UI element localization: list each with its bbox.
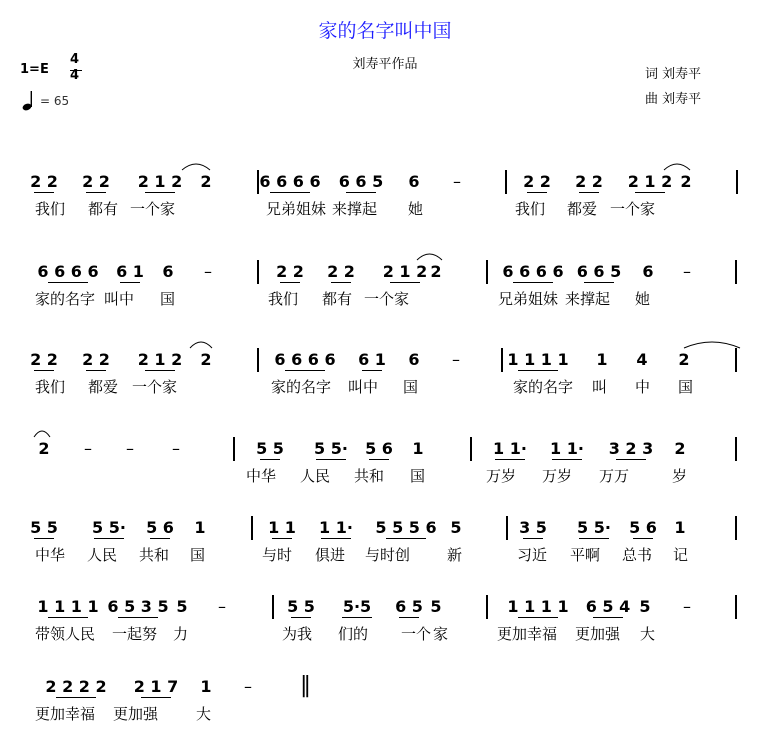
note-group: 5 5 bbox=[30, 518, 58, 537]
tie-arc bbox=[32, 425, 52, 439]
lyric-text: 家的名字 bbox=[513, 378, 574, 396]
note-group: 6 6 6 6 bbox=[37, 262, 99, 281]
beam-underline bbox=[593, 617, 623, 618]
tie-arc bbox=[682, 336, 742, 350]
sustain-dash: – bbox=[126, 439, 134, 458]
lyric-text: 家的名字 bbox=[35, 290, 96, 308]
beam-underline bbox=[635, 192, 665, 193]
note-group: 1 1· bbox=[550, 439, 584, 458]
beam-underline bbox=[141, 697, 171, 698]
bar-line bbox=[257, 348, 259, 372]
beam-underline bbox=[342, 617, 372, 618]
tie-arc bbox=[662, 158, 692, 172]
note-group: 6 5 4 bbox=[585, 597, 631, 616]
lyric-text: 一个家 bbox=[132, 378, 178, 396]
lyric-text: 更加幸福 bbox=[497, 625, 558, 643]
lyric-text: 岁 bbox=[672, 467, 688, 485]
note-group: 2 1 7 bbox=[133, 677, 179, 696]
beam-underline bbox=[552, 459, 582, 460]
song-title: 家的名字叫中国 bbox=[318, 20, 452, 42]
lyric-text: 与时 bbox=[262, 546, 293, 564]
beam-underline bbox=[118, 617, 158, 618]
note-group: 4 bbox=[636, 350, 648, 369]
note-group: 5 bbox=[450, 518, 462, 537]
lyric-text: 家的名字 bbox=[271, 378, 332, 396]
lyric-text: 都爱 bbox=[567, 200, 598, 218]
note-group: 2 2 bbox=[30, 350, 58, 369]
lyric-text: 都有 bbox=[322, 290, 353, 308]
note-group: 5 6 bbox=[146, 518, 174, 537]
note-group: 1 1 1 1 bbox=[507, 350, 569, 369]
note-group: 2 2 bbox=[575, 172, 603, 191]
lyric-text: 记 bbox=[673, 546, 689, 564]
note-group: 2 bbox=[38, 439, 50, 458]
lyric-text: 新 bbox=[447, 546, 463, 564]
beam-underline bbox=[390, 282, 420, 283]
lyric-text: 我们 bbox=[35, 200, 66, 218]
lyric-text: 国 bbox=[678, 378, 694, 396]
lyric-text: 一个 bbox=[401, 625, 432, 643]
note-group: 1 bbox=[200, 677, 212, 696]
sustain-dash: – bbox=[683, 262, 691, 281]
lyric-text: 平啊 bbox=[570, 546, 601, 564]
beam-underline bbox=[94, 538, 124, 539]
note-group: 5 bbox=[430, 597, 442, 616]
note-group: 5 5 bbox=[287, 597, 315, 616]
note-group: 6 bbox=[162, 262, 174, 281]
lyric-text: 一个家 bbox=[610, 200, 656, 218]
lyric-text: 一个家 bbox=[364, 290, 410, 308]
staff-line-3 bbox=[0, 350, 770, 402]
lyric-text: 更加强 bbox=[113, 705, 159, 723]
note-group: 5 5 bbox=[256, 439, 284, 458]
lyric-text: 万万 bbox=[599, 467, 630, 485]
note-group: 5 5 5 6 bbox=[375, 518, 437, 537]
beam-underline bbox=[523, 538, 543, 539]
lyric-text: 兄弟姐妹 bbox=[266, 200, 327, 218]
beam-underline bbox=[48, 282, 88, 283]
note-group: 2 2 bbox=[276, 262, 304, 281]
lyric-text: 叫中 bbox=[348, 378, 379, 396]
lyric-text: 中 bbox=[635, 378, 651, 396]
staff-line-4 bbox=[0, 439, 770, 491]
lyric-text: 更加强 bbox=[575, 625, 621, 643]
note-group: 2 bbox=[680, 172, 692, 191]
tie-arc bbox=[180, 158, 212, 172]
note-group: 2 1 2 bbox=[627, 172, 673, 191]
beam-underline bbox=[316, 459, 346, 460]
time-signature-bottom: 4 bbox=[70, 68, 80, 83]
note-group: 5 6 bbox=[629, 518, 657, 537]
tie-arc bbox=[188, 336, 214, 350]
lyric-text: 叫 bbox=[592, 378, 608, 396]
note-group: 6 bbox=[642, 262, 654, 281]
bar-line bbox=[735, 260, 737, 284]
beam-underline bbox=[321, 538, 351, 539]
lyric-text: 我们 bbox=[515, 200, 546, 218]
lyric-text: 中华 bbox=[35, 546, 66, 564]
note-group: 3 5 bbox=[519, 518, 547, 537]
staff-line-1 bbox=[0, 172, 770, 224]
beam-underline bbox=[579, 192, 599, 193]
lyric-text: 们的 bbox=[338, 625, 369, 643]
sustain-dash: – bbox=[244, 677, 252, 696]
lyric-text: 国 bbox=[403, 378, 419, 396]
bar-line bbox=[735, 348, 737, 372]
beam-underline bbox=[633, 538, 653, 539]
lyric-text: 一起努 bbox=[112, 625, 158, 643]
note-group: 2 2 bbox=[523, 172, 551, 191]
note-group: 1 bbox=[674, 518, 686, 537]
note-group: 2 2 2 2 bbox=[45, 677, 107, 696]
beam-underline bbox=[145, 192, 175, 193]
beam-underline bbox=[518, 370, 558, 371]
note-group: 5 5· bbox=[577, 518, 611, 537]
beam-underline bbox=[584, 282, 614, 283]
lyric-text: 万岁 bbox=[486, 467, 517, 485]
note-group: 2 1 2 bbox=[137, 350, 183, 369]
sustain-dash: – bbox=[204, 262, 212, 281]
beam-underline bbox=[120, 282, 140, 283]
lyric-text: 大 bbox=[640, 625, 656, 643]
beam-underline bbox=[399, 617, 419, 618]
lyric-text: 人民 bbox=[300, 467, 331, 485]
note-group: 2 2 bbox=[82, 350, 110, 369]
lyric-text: 国 bbox=[190, 546, 206, 564]
note-group: 6 6 6 6 bbox=[259, 172, 321, 191]
lyric-text: 我们 bbox=[35, 378, 66, 396]
lyric-text: 都爱 bbox=[88, 378, 119, 396]
note-group: 1 1 bbox=[268, 518, 296, 537]
note-group: 6 5 bbox=[395, 597, 423, 616]
lyric-text: 共和 bbox=[139, 546, 170, 564]
note-group: 6 bbox=[408, 172, 420, 191]
note-group: 2 2 bbox=[82, 172, 110, 191]
beam-underline bbox=[616, 459, 646, 460]
sustain-dash: – bbox=[172, 439, 180, 458]
bar-line bbox=[735, 516, 737, 540]
lyric-text: 兄弟姐妹 bbox=[498, 290, 559, 308]
lyric-text: 来撑起 bbox=[565, 290, 611, 308]
staff-line-2 bbox=[0, 262, 770, 314]
lyric-text: 国 bbox=[160, 290, 176, 308]
tempo-marking: = 65 bbox=[40, 94, 70, 108]
note-group: 6 bbox=[408, 350, 420, 369]
sustain-dash: – bbox=[453, 172, 461, 191]
beam-underline bbox=[285, 370, 325, 371]
bar-line bbox=[486, 260, 488, 284]
sustain-dash: – bbox=[452, 350, 460, 369]
beam-underline bbox=[579, 538, 609, 539]
note-group: 2 bbox=[200, 172, 212, 191]
beam-underline bbox=[280, 282, 300, 283]
note-group: 2 bbox=[678, 350, 690, 369]
sustain-dash: – bbox=[683, 597, 691, 616]
lyric-text: 她 bbox=[635, 290, 651, 308]
note-group: 6 1 bbox=[116, 262, 144, 281]
beam-underline bbox=[145, 370, 175, 371]
lyric-text: 带领人民 bbox=[35, 625, 96, 643]
composer-line: 曲 刘寿平 bbox=[645, 92, 702, 107]
lyric-text: 万岁 bbox=[542, 467, 573, 485]
bar-line bbox=[486, 595, 488, 619]
beam-underline bbox=[495, 459, 525, 460]
lyric-text: 俱进 bbox=[315, 546, 346, 564]
note-group: 1 bbox=[194, 518, 206, 537]
beam-underline bbox=[34, 370, 54, 371]
note-group: 2 bbox=[430, 262, 442, 281]
lyric-text: 国 bbox=[410, 467, 426, 485]
beam-underline bbox=[346, 192, 376, 193]
lyric-text: 都有 bbox=[88, 200, 119, 218]
beam-underline bbox=[260, 459, 280, 460]
beam-underline bbox=[48, 617, 88, 618]
note-group: 6 6 5 bbox=[338, 172, 384, 191]
note-group: 6 5 3 5 bbox=[107, 597, 169, 616]
note-group: 5 bbox=[176, 597, 188, 616]
note-group: 3 2 3 bbox=[608, 439, 654, 458]
bar-line bbox=[735, 595, 737, 619]
lyric-text: 为我 bbox=[282, 625, 313, 643]
note-group: 1 bbox=[412, 439, 424, 458]
lyric-text: 叫中 bbox=[104, 290, 135, 308]
lyric-text: 共和 bbox=[354, 467, 385, 485]
beam-underline bbox=[362, 370, 382, 371]
beam-underline bbox=[150, 538, 170, 539]
lyric-text: 大 bbox=[196, 705, 212, 723]
quarter-note-icon bbox=[22, 90, 36, 116]
note-group: 5 5· bbox=[314, 439, 348, 458]
note-group: 5 bbox=[639, 597, 651, 616]
note-group: 6 6 5 bbox=[576, 262, 622, 281]
sustain-dash: – bbox=[218, 597, 226, 616]
lyric-text: 总书 bbox=[622, 546, 653, 564]
note-group: 2 1 2 bbox=[382, 262, 428, 281]
beam-underline bbox=[386, 538, 426, 539]
sustain-dash: – bbox=[84, 439, 92, 458]
staff-line-6 bbox=[0, 597, 770, 649]
composer-credit: 刘寿平作品 bbox=[352, 57, 418, 72]
lyric-text: 人民 bbox=[87, 546, 118, 564]
note-group: 2 bbox=[200, 350, 212, 369]
final-barline: ‖ bbox=[300, 673, 311, 698]
note-group: 5·5 bbox=[342, 597, 372, 616]
note-group: 1 1· bbox=[493, 439, 527, 458]
note-group: 6 6 6 6 bbox=[502, 262, 564, 281]
beam-underline bbox=[34, 192, 54, 193]
time-signature-top: 4 bbox=[70, 52, 80, 67]
note-group: 5 6 bbox=[365, 439, 393, 458]
lyric-text: 一个家 bbox=[130, 200, 176, 218]
beam-underline bbox=[86, 370, 106, 371]
note-group: 5 5· bbox=[92, 518, 126, 537]
note-group: 2 2 bbox=[327, 262, 355, 281]
beam-underline bbox=[518, 617, 558, 618]
note-group: 1 bbox=[596, 350, 608, 369]
beam-underline bbox=[291, 617, 311, 618]
beam-underline bbox=[272, 538, 292, 539]
note-group: 6 1 bbox=[358, 350, 386, 369]
lyric-text: 与时创 bbox=[365, 546, 411, 564]
bar-line bbox=[735, 437, 737, 461]
lyric-text: 更加幸福 bbox=[35, 705, 96, 723]
lyric-text: 家 bbox=[433, 625, 449, 643]
beam-underline bbox=[369, 459, 389, 460]
note-group: 2 bbox=[674, 439, 686, 458]
lyric-text: 力 bbox=[173, 625, 189, 643]
lyric-text: 习近 bbox=[517, 546, 548, 564]
lyric-text: 中华 bbox=[246, 467, 277, 485]
key-signature: 1=E bbox=[20, 62, 49, 77]
lyric-text: 我们 bbox=[268, 290, 299, 308]
staff-line-7 bbox=[0, 673, 770, 729]
staff-line-5 bbox=[0, 518, 770, 570]
tie-arc bbox=[415, 248, 444, 262]
bar-line bbox=[736, 170, 738, 194]
note-group: 1 1· bbox=[319, 518, 353, 537]
note-group: 2 2 bbox=[30, 172, 58, 191]
beam-underline bbox=[56, 697, 96, 698]
lyric-text: 来撑起 bbox=[332, 200, 378, 218]
beam-underline bbox=[270, 192, 310, 193]
lyricist-credit: 词 刘寿平 bbox=[645, 67, 702, 82]
beam-underline bbox=[527, 192, 547, 193]
note-group: 1 1 1 1 bbox=[507, 597, 569, 616]
beam-underline bbox=[513, 282, 553, 283]
beam-underline bbox=[86, 192, 106, 193]
beam-underline bbox=[331, 282, 351, 283]
note-group: 2 1 2 bbox=[137, 172, 183, 191]
note-group: 1 1 1 1 bbox=[37, 597, 99, 616]
beam-underline bbox=[34, 538, 54, 539]
lyric-text: 她 bbox=[408, 200, 424, 218]
note-group: 6 6 6 6 bbox=[274, 350, 336, 369]
